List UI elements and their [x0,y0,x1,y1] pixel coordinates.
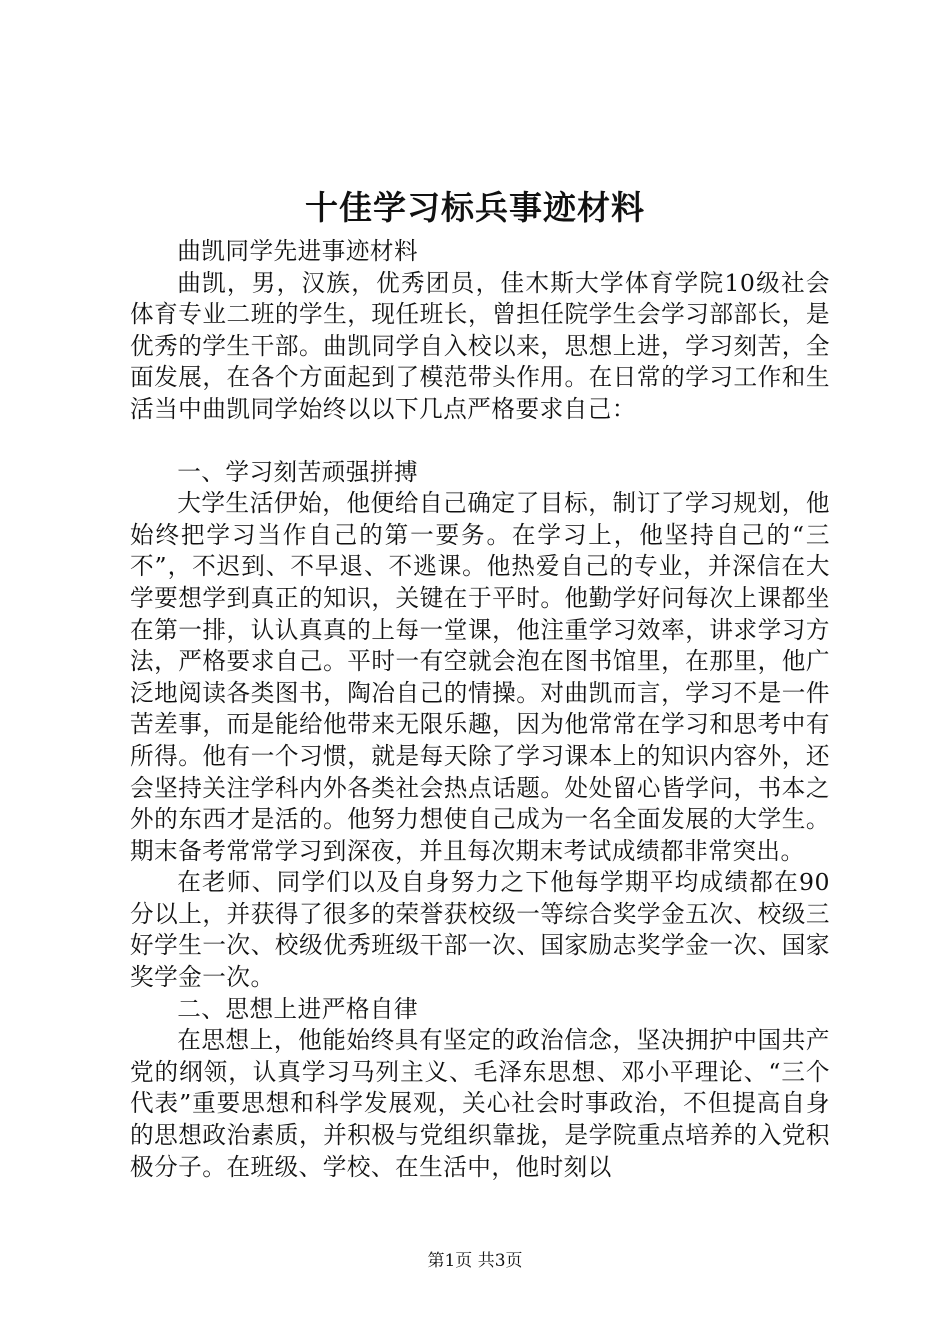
document-title: 十佳学习标兵事迹材料 [305,188,645,227]
document-body [130,236,830,1183]
paragraph-intro: 曲凯，男，汉族，优秀团员，佳木斯大学体育学院10级社会体育专业二班的学生，现任班长，曾担任院学生会学习部部长，是优秀的学生干部。曲凯同学自入校以来，思想上进，学习刻苦，全面发展，在各个方面起到了模范带头作用。在日常的学习工作和生活当中曲凯同学始终以以下几点严格要求自己： [130,268,830,423]
section-heading-1: 一、学习刻苦顽强拼搏 [177,457,419,486]
document-subtitle: 曲凯同学先进事迹材料 [177,237,419,265]
paragraph-ideology: 在思想上，他能始终具有坚定的政治信念，坚决拥护中国共产党的纲领，认真学习马列主义、毛泽东思想、邓小平理论、“三个代表”重要思想和科学发展观，关心社会时事政治，不但提高自身的思想政治素质，并积极与党组织靠拢，是学院重点培养的入党积极分子。在班级、学校、在生活中，他时刻以 [130,1026,830,1181]
section-heading-2: 二、思想上进严格自律 [177,994,419,1023]
paragraph-honors: 在老师、同学们以及自身努力之下他每学期平均成绩都在90分以上，并获得了很多的荣誉获校级一等综合奖学金五次、校级三好学生一次、校级优秀班级干部一次、国家励志奖学金一次、国家奖学金一次。 [130,868,830,992]
paragraph-study: 大学生活伊始，他便给自己确定了目标，制订了学习规划，他始终把学习当作自己的第一要务。在学习上，他坚持自己的“三不”，不迟到、不早退、不逃课。他热爱自己的专业，并深信在大学要想学到真正的知识，关键在于平时。他勤学好问每次上课都坐在第一排，认认真真的上每一堂课，他注重学习效率，讲求学习方法，严格要求自己。平时一有空就会泡在图书馆里，在那里，他广泛地阅读各类图书，陶冶自己的情操。对曲凯而言，学习不是一件苦差事，而是能给他带来无限乐趣，因为他常常在学习和思考中有所得。他有一个习惯，就是每天除了学习课本上的知识内容外，还会坚持关注学科内外各类社会热点话题。处处留心皆学问，书本之外的东西才是活的。他努力想使自己成为一名全面发展的大学生。期末备考常常学习到深夜，并且每次期末考试成绩都非常突出。 [130,489,830,865]
page-footer: 第1页 共3页 [427,1251,523,1271]
